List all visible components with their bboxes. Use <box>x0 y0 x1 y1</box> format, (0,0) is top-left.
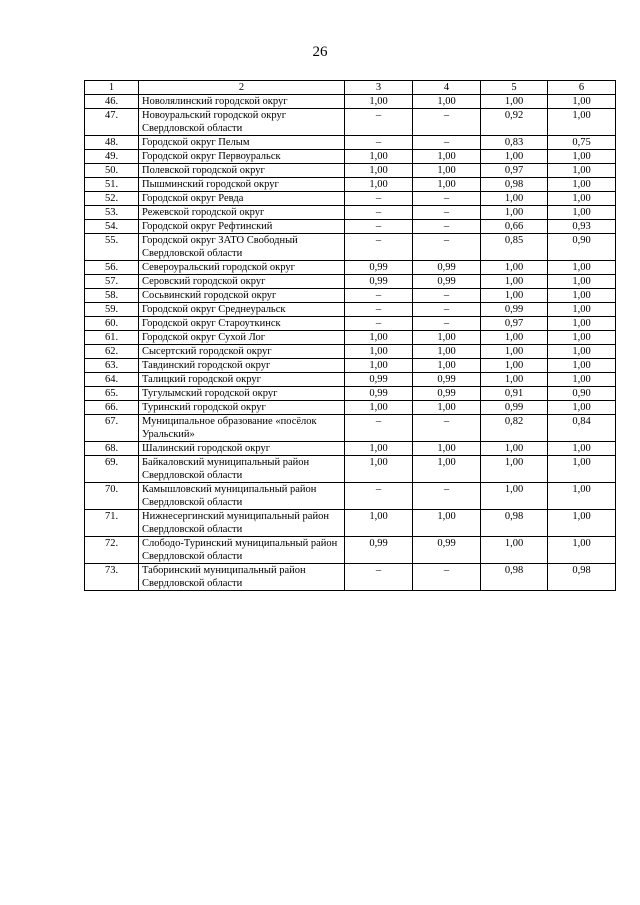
value-col-4: – <box>413 206 481 220</box>
table-row <box>85 109 616 136</box>
value-col-3: – <box>345 289 413 303</box>
municipality-name: Городской округ Рефтинский <box>139 220 345 234</box>
value-col-3: – <box>345 192 413 206</box>
table-row <box>85 136 616 150</box>
municipality-name: Городской округ ЗАТО Свободный Свердловской области <box>139 234 345 261</box>
column-header: 4 <box>413 81 481 95</box>
row-number: 47. <box>85 109 139 136</box>
municipality-name: Новоуральский городской округ Свердловской области <box>139 109 345 136</box>
table-row <box>85 150 616 164</box>
value-col-4: 1,00 <box>413 331 481 345</box>
row-number: 52. <box>85 192 139 206</box>
value-col-4: 1,00 <box>413 150 481 164</box>
table-header-row <box>85 81 616 95</box>
value-col-5: 0,99 <box>481 303 548 317</box>
value-col-6: 1,00 <box>548 150 616 164</box>
municipality-name: Шалинский городской округ <box>139 442 345 456</box>
table-row <box>85 373 616 387</box>
value-col-3: 1,00 <box>345 331 413 345</box>
value-col-5: 1,00 <box>481 331 548 345</box>
value-col-6: 1,00 <box>548 275 616 289</box>
municipality-name: Североуральский городской округ <box>139 261 345 275</box>
value-col-3: 1,00 <box>345 95 413 109</box>
value-col-4: 1,00 <box>413 401 481 415</box>
value-col-4: – <box>413 564 481 591</box>
value-col-5: 0,91 <box>481 387 548 401</box>
value-col-3: 1,00 <box>345 178 413 192</box>
column-header: 6 <box>548 81 616 95</box>
value-col-3: 1,00 <box>345 510 413 537</box>
row-number: 65. <box>85 387 139 401</box>
table-row <box>85 415 616 442</box>
value-col-4: – <box>413 220 481 234</box>
value-col-3: 1,00 <box>345 164 413 178</box>
value-col-5: 1,00 <box>481 289 548 303</box>
table-row <box>85 164 616 178</box>
row-number: 58. <box>85 289 139 303</box>
row-number: 66. <box>85 401 139 415</box>
value-col-3: 1,00 <box>345 442 413 456</box>
row-number: 60. <box>85 317 139 331</box>
table-row <box>85 220 616 234</box>
value-col-6: 0,90 <box>548 234 616 261</box>
value-col-3: 0,99 <box>345 537 413 564</box>
municipality-name: Режевской городской округ <box>139 206 345 220</box>
row-number: 46. <box>85 95 139 109</box>
row-number: 70. <box>85 483 139 510</box>
municipality-name: Пышминский городской округ <box>139 178 345 192</box>
value-col-6: 1,00 <box>548 192 616 206</box>
value-col-3: – <box>345 220 413 234</box>
value-col-5: 1,00 <box>481 373 548 387</box>
value-col-6: 1,00 <box>548 483 616 510</box>
value-col-5: 0,66 <box>481 220 548 234</box>
row-number: 72. <box>85 537 139 564</box>
value-col-5: 1,00 <box>481 483 548 510</box>
value-col-5: 0,98 <box>481 564 548 591</box>
value-col-6: 1,00 <box>548 537 616 564</box>
row-number: 62. <box>85 345 139 359</box>
table-row <box>85 303 616 317</box>
value-col-4: 1,00 <box>413 510 481 537</box>
value-col-5: 0,98 <box>481 510 548 537</box>
table-row <box>85 537 616 564</box>
value-col-5: 1,00 <box>481 359 548 373</box>
column-header: 1 <box>85 81 139 95</box>
value-col-4: 1,00 <box>413 164 481 178</box>
value-col-5: 0,82 <box>481 415 548 442</box>
column-header: 3 <box>345 81 413 95</box>
municipality-name: Серовский городской округ <box>139 275 345 289</box>
value-col-6: 1,00 <box>548 289 616 303</box>
table-row <box>85 275 616 289</box>
row-number: 68. <box>85 442 139 456</box>
value-col-6: 1,00 <box>548 373 616 387</box>
value-col-5: 0,97 <box>481 317 548 331</box>
value-col-3: – <box>345 415 413 442</box>
row-number: 49. <box>85 150 139 164</box>
value-col-4: – <box>413 303 481 317</box>
value-col-3: 1,00 <box>345 359 413 373</box>
table-row <box>85 192 616 206</box>
municipality-name: Муниципальное образование «посёлок Уральский» <box>139 415 345 442</box>
municipality-name: Тавдинский городской округ <box>139 359 345 373</box>
municipality-name: Таборинский муниципальный район Свердловской области <box>139 564 345 591</box>
value-col-6: 1,00 <box>548 331 616 345</box>
value-col-3: – <box>345 234 413 261</box>
table-row <box>85 483 616 510</box>
row-number: 73. <box>85 564 139 591</box>
table-row <box>85 261 616 275</box>
value-col-5: 1,00 <box>481 206 548 220</box>
municipality-name: Городской округ Первоуральск <box>139 150 345 164</box>
value-col-6: 1,00 <box>548 359 616 373</box>
value-col-3: 1,00 <box>345 456 413 483</box>
value-col-6: 1,00 <box>548 510 616 537</box>
value-col-3: – <box>345 109 413 136</box>
table-row <box>85 442 616 456</box>
value-col-5: 0,92 <box>481 109 548 136</box>
municipality-name: Полевской городской округ <box>139 164 345 178</box>
value-col-4: 0,99 <box>413 261 481 275</box>
value-col-5: 1,00 <box>481 537 548 564</box>
municipality-name: Новолялинский городской округ <box>139 95 345 109</box>
value-col-3: 1,00 <box>345 345 413 359</box>
row-number: 67. <box>85 415 139 442</box>
value-col-5: 0,99 <box>481 401 548 415</box>
value-col-4: 0,99 <box>413 387 481 401</box>
value-col-6: 0,93 <box>548 220 616 234</box>
table-body <box>85 95 616 591</box>
value-col-3: 1,00 <box>345 401 413 415</box>
value-col-4: – <box>413 234 481 261</box>
row-number: 51. <box>85 178 139 192</box>
table-row <box>85 95 616 109</box>
row-number: 53. <box>85 206 139 220</box>
value-col-4: 1,00 <box>413 95 481 109</box>
row-number: 48. <box>85 136 139 150</box>
table-row <box>85 178 616 192</box>
municipality-name: Сысертский городской округ <box>139 345 345 359</box>
value-col-6: 0,98 <box>548 564 616 591</box>
value-col-6: 1,00 <box>548 442 616 456</box>
table-row <box>85 206 616 220</box>
table-row <box>85 317 616 331</box>
row-number: 54. <box>85 220 139 234</box>
table-row <box>85 289 616 303</box>
value-col-6: 0,84 <box>548 415 616 442</box>
value-col-6: 0,90 <box>548 387 616 401</box>
value-col-6: 1,00 <box>548 261 616 275</box>
value-col-5: 1,00 <box>481 442 548 456</box>
value-col-4: – <box>413 483 481 510</box>
value-col-6: 1,00 <box>548 109 616 136</box>
value-col-3: 0,99 <box>345 261 413 275</box>
column-header: 5 <box>481 81 548 95</box>
value-col-5: 1,00 <box>481 456 548 483</box>
value-col-3: 1,00 <box>345 150 413 164</box>
value-col-5: 0,83 <box>481 136 548 150</box>
table-row <box>85 234 616 261</box>
municipality-name: Городской округ Сухой Лог <box>139 331 345 345</box>
row-number: 64. <box>85 373 139 387</box>
value-col-4: – <box>413 136 481 150</box>
value-col-6: 1,00 <box>548 401 616 415</box>
municipality-name: Камышловский муниципальный район Свердловской области <box>139 483 345 510</box>
value-col-5: 0,97 <box>481 164 548 178</box>
value-col-3: – <box>345 136 413 150</box>
table-row <box>85 510 616 537</box>
municipality-name: Тугулымский городской округ <box>139 387 345 401</box>
value-col-3: – <box>345 303 413 317</box>
municipality-name: Талицкий городской округ <box>139 373 345 387</box>
value-col-6: 1,00 <box>548 456 616 483</box>
value-col-6: 1,00 <box>548 303 616 317</box>
municipality-name: Городской округ Ревда <box>139 192 345 206</box>
value-col-6: 1,00 <box>548 178 616 192</box>
table-row <box>85 564 616 591</box>
municipality-name: Туринский городской округ <box>139 401 345 415</box>
value-col-3: – <box>345 483 413 510</box>
value-col-6: 1,00 <box>548 164 616 178</box>
row-number: 71. <box>85 510 139 537</box>
value-col-4: – <box>413 289 481 303</box>
value-col-4: 1,00 <box>413 345 481 359</box>
value-col-6: 1,00 <box>548 95 616 109</box>
municipality-name: Сосьвинский городской округ <box>139 289 345 303</box>
table-row <box>85 359 616 373</box>
value-col-4: – <box>413 109 481 136</box>
value-col-4: 0,99 <box>413 275 481 289</box>
municipality-name: Слободо-Туринский муниципальный район Свердловской области <box>139 537 345 564</box>
value-col-3: – <box>345 564 413 591</box>
value-col-4: 1,00 <box>413 456 481 483</box>
value-col-6: 1,00 <box>548 317 616 331</box>
table-row <box>85 331 616 345</box>
municipality-name: Нижнесергинский муниципальный район Свердловской области <box>139 510 345 537</box>
municipality-name: Городской округ Пелым <box>139 136 345 150</box>
value-col-4: 0,99 <box>413 373 481 387</box>
value-col-5: 1,00 <box>481 150 548 164</box>
value-col-3: 0,99 <box>345 387 413 401</box>
row-number: 50. <box>85 164 139 178</box>
value-col-6: 0,75 <box>548 136 616 150</box>
value-col-5: 1,00 <box>481 345 548 359</box>
value-col-4: – <box>413 192 481 206</box>
value-col-5: 1,00 <box>481 275 548 289</box>
value-col-4: 1,00 <box>413 442 481 456</box>
row-number: 63. <box>85 359 139 373</box>
value-col-3: – <box>345 206 413 220</box>
data-table <box>84 80 616 591</box>
value-col-5: 0,98 <box>481 178 548 192</box>
table-row <box>85 345 616 359</box>
value-col-6: 1,00 <box>548 345 616 359</box>
municipality-name: Городской округ Староуткинск <box>139 317 345 331</box>
page-number: 26 <box>312 44 328 60</box>
municipality-name: Городской округ Среднеуральск <box>139 303 345 317</box>
value-col-5: 1,00 <box>481 261 548 275</box>
value-col-4: 1,00 <box>413 359 481 373</box>
table-row <box>85 456 616 483</box>
value-col-5: 1,00 <box>481 95 548 109</box>
value-col-4: – <box>413 415 481 442</box>
table-row <box>85 387 616 401</box>
value-col-3: 0,99 <box>345 373 413 387</box>
value-col-4: 0,99 <box>413 537 481 564</box>
row-number: 69. <box>85 456 139 483</box>
row-number: 55. <box>85 234 139 261</box>
row-number: 61. <box>85 331 139 345</box>
table-row <box>85 401 616 415</box>
row-number: 56. <box>85 261 139 275</box>
municipality-name: Байкаловский муниципальный район Свердловской области <box>139 456 345 483</box>
value-col-3: – <box>345 317 413 331</box>
value-col-5: 0,85 <box>481 234 548 261</box>
column-header: 2 <box>139 81 345 95</box>
value-col-3: 0,99 <box>345 275 413 289</box>
value-col-5: 1,00 <box>481 192 548 206</box>
value-col-4: – <box>413 317 481 331</box>
row-number: 57. <box>85 275 139 289</box>
value-col-4: 1,00 <box>413 178 481 192</box>
value-col-6: 1,00 <box>548 206 616 220</box>
row-number: 59. <box>85 303 139 317</box>
